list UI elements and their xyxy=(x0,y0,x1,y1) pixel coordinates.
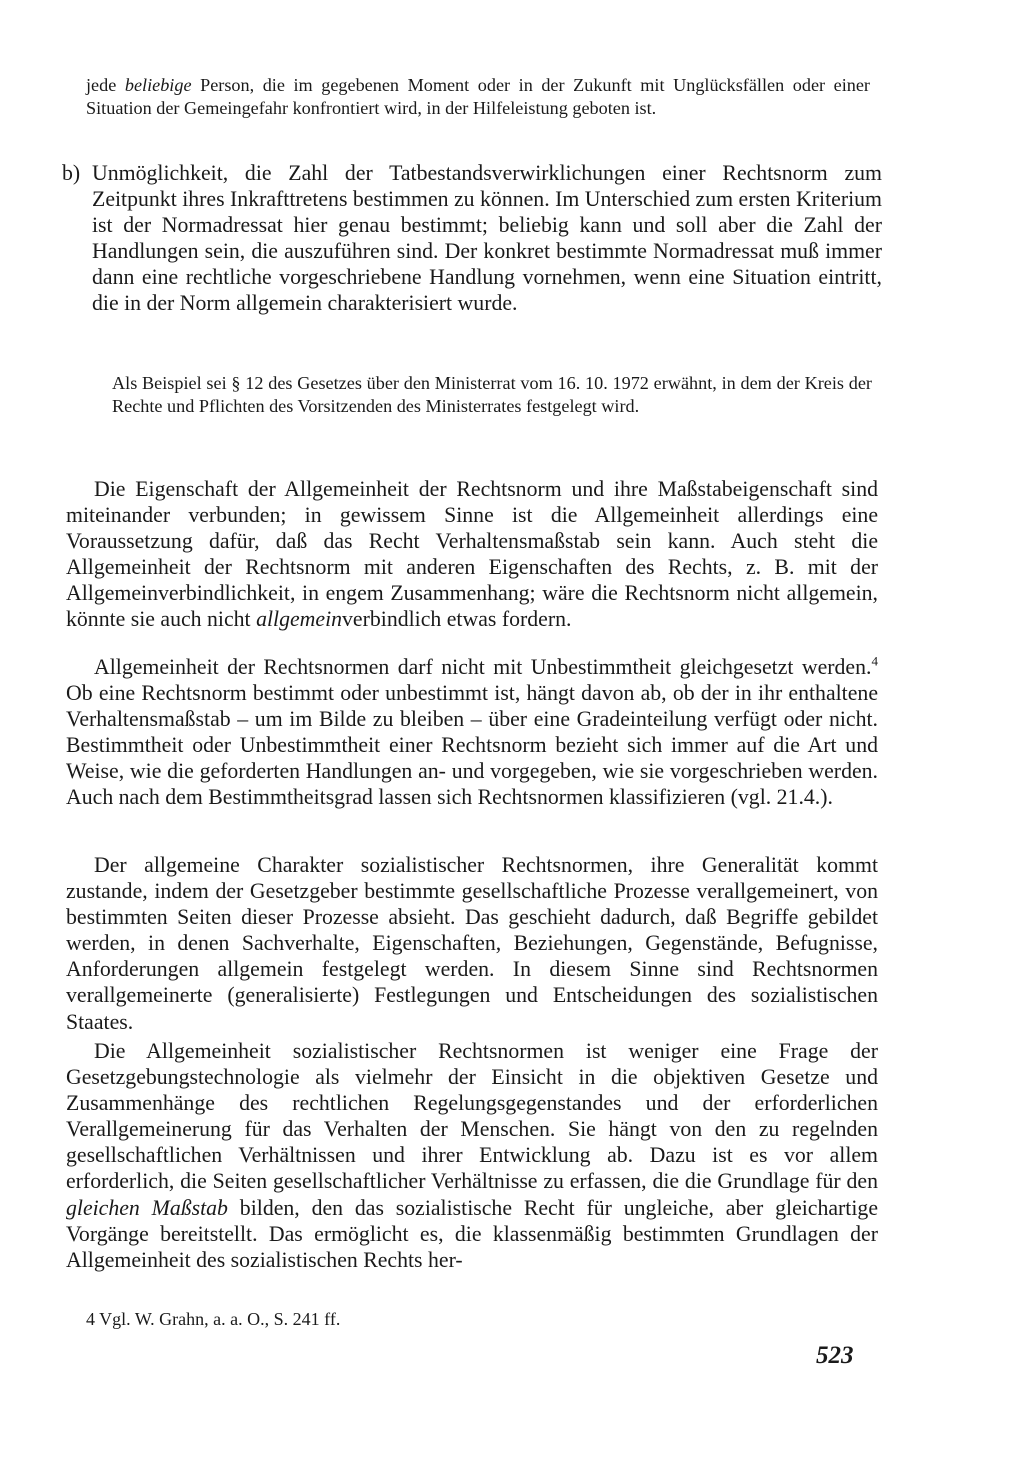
page-number: 523 xyxy=(816,1342,854,1369)
continuation-text-end: Person, die im gegebenen Moment oder in der Zukunft mit Unglücksfällen oder einer Situation der Gemeingefahr konfrontiert wird, in der Hilfeleistung geboten ist. xyxy=(86,75,870,118)
list-marker: b) xyxy=(62,161,81,185)
continuation-text-start: jede xyxy=(86,75,125,95)
list-item-text: Unmöglichkeit, die Zahl der Tatbestandsverwirklichungen einer Rechtsnorm zum Zeitpunkt ihres Inkrafttretens bestimmen zu können. Im Unterschied zum ersten Kriterium ist der Normadressat hier genau bestimmt; beliebig kann und soll aber die Zahl der Handlungen sein, die auszuführen sind. Der konkret bestimmte Normadressat muß immer dann eine rechtliche vorgeschriebene Handlung vornehmen, wenn eine Situation eintritt, die in der Norm allgemein charakterisiert wurde. xyxy=(92,161,882,316)
paragraph-gesetzgebungstechnologie xyxy=(66,1038,878,1273)
paragraph-text-start: Die Allgemeinheit sozialistischer Rechtsnormen ist weniger eine Frage der Gesetzgebungstechnologie als vielmehr der Einsicht in die objektiven Gesetze und Zusammenhänge des rechtlichen Regelungsgegenstandes und der erforderlichen Verallgemeinerung für das Verhalten der Menschen. Sie hängt von den zu regelnden gesellschaftlichen Verhältnissen und ihrer Entwicklung ab. Dazu ist es vor allem erforderlich, die Seiten gesellschaftlicher Verhältnisse zu erfassen, die die Grundlage für den xyxy=(66,1039,878,1194)
paragraph-unbestimmtheit xyxy=(66,654,878,811)
paragraph-text-end: bilden, den das sozialistische Recht für ungleiche, aber gleichartige Vorgänge bereitstellt. Das ermöglicht es, die klassenmäßig bestimmten Grundlagen der Allgemeinheit des sozialistischen Rechts her- xyxy=(66,1195,878,1272)
emphasis-text: allgemein xyxy=(256,607,343,632)
continuation-paragraph xyxy=(86,74,870,120)
footnote-reference: 4 xyxy=(871,653,878,669)
paragraph-generalitaet: Der allgemeine Charakter sozialistischer Rechtsnormen, ihre Generalität kommt zustande, indem der Gesetzgeber bestimmte gesellschaftliche Prozesse verallgemeinert, von bestimmten Seiten dieser Prozesse absieht. Das geschieht dadurch, daß Begriffe gebildet werden, in denen Sachverhalte, Eigenschaften, Beziehungen, Gegenstände, Befugnisse, Anforderungen allgemein festgelegt werden. In diesem Sinne sind Rechtsnormen verallgemeinerte (generalisierte) Festlegungen und Entscheidungen des sozialistischen Staates. xyxy=(66,853,878,1034)
emphasis-text: beliebige xyxy=(124,75,192,95)
list-item-b xyxy=(62,160,882,317)
paragraph-text-end: Ob eine Rechtsnorm bestimmt oder unbestimmt ist, hängt davon ab, ob der in ihr enthaltene Verhaltensmaßstab – um im Bilde zu bleiben – über eine Gradeinteilung verfügt oder nicht. Bestimmtheit oder Unbestimmtheit einer Rechtsnorm bezieht sich immer auf die Art und Weise, wie die geforderten Handlungen an- und vorgegeben, wie sie vorgeschrieben werden. Auch nach dem Bestimmtheitsgrad lassen sich Rechtsnormen klassifizieren (vgl. 21.4.). xyxy=(66,681,878,810)
paragraph-text-start: Allgemeinheit der Rechtsnormen darf nicht mit Unbestimmtheit gleichgesetzt werden. xyxy=(94,655,872,679)
paragraph-text-end: verbindlich etwas fordern. xyxy=(342,607,572,632)
emphasis-text: gleichen Maßstab xyxy=(66,1195,228,1220)
paragraph-allgemeinheit-massstab xyxy=(66,476,878,633)
footnote: 4 Vgl. W. Grahn, a. a. O., S. 241 ff. xyxy=(86,1309,341,1329)
paragraph-text-start: Die Eigenschaft der Allgemeinheit der Rechtsnorm und ihre Maßstabeigenschaft sind miteinander verbunden; in gewissem Sinne ist die Allgemeinheit allerdings eine Voraussetzung dafür, daß das Recht Verhaltensmaßstab sein kann. Auch steht die Allgemeinheit der Rechtsnorm mit anderen Eigenschaften des Rechts, z. B. mit der Allgemeinverbindlichkeit, in engem Zusammenhang; wäre die Rechtsnorm nicht allgemein, könnte sie auch nicht xyxy=(66,477,878,632)
example-paragraph: Als Beispiel sei § 12 des Gesetzes über den Ministerrat vom 16. 10. 1972 erwähnt, in dem der Kreis der Rechte und Pflichten des Vorsitzenden des Ministerrates festgelegt wird. xyxy=(112,373,872,416)
